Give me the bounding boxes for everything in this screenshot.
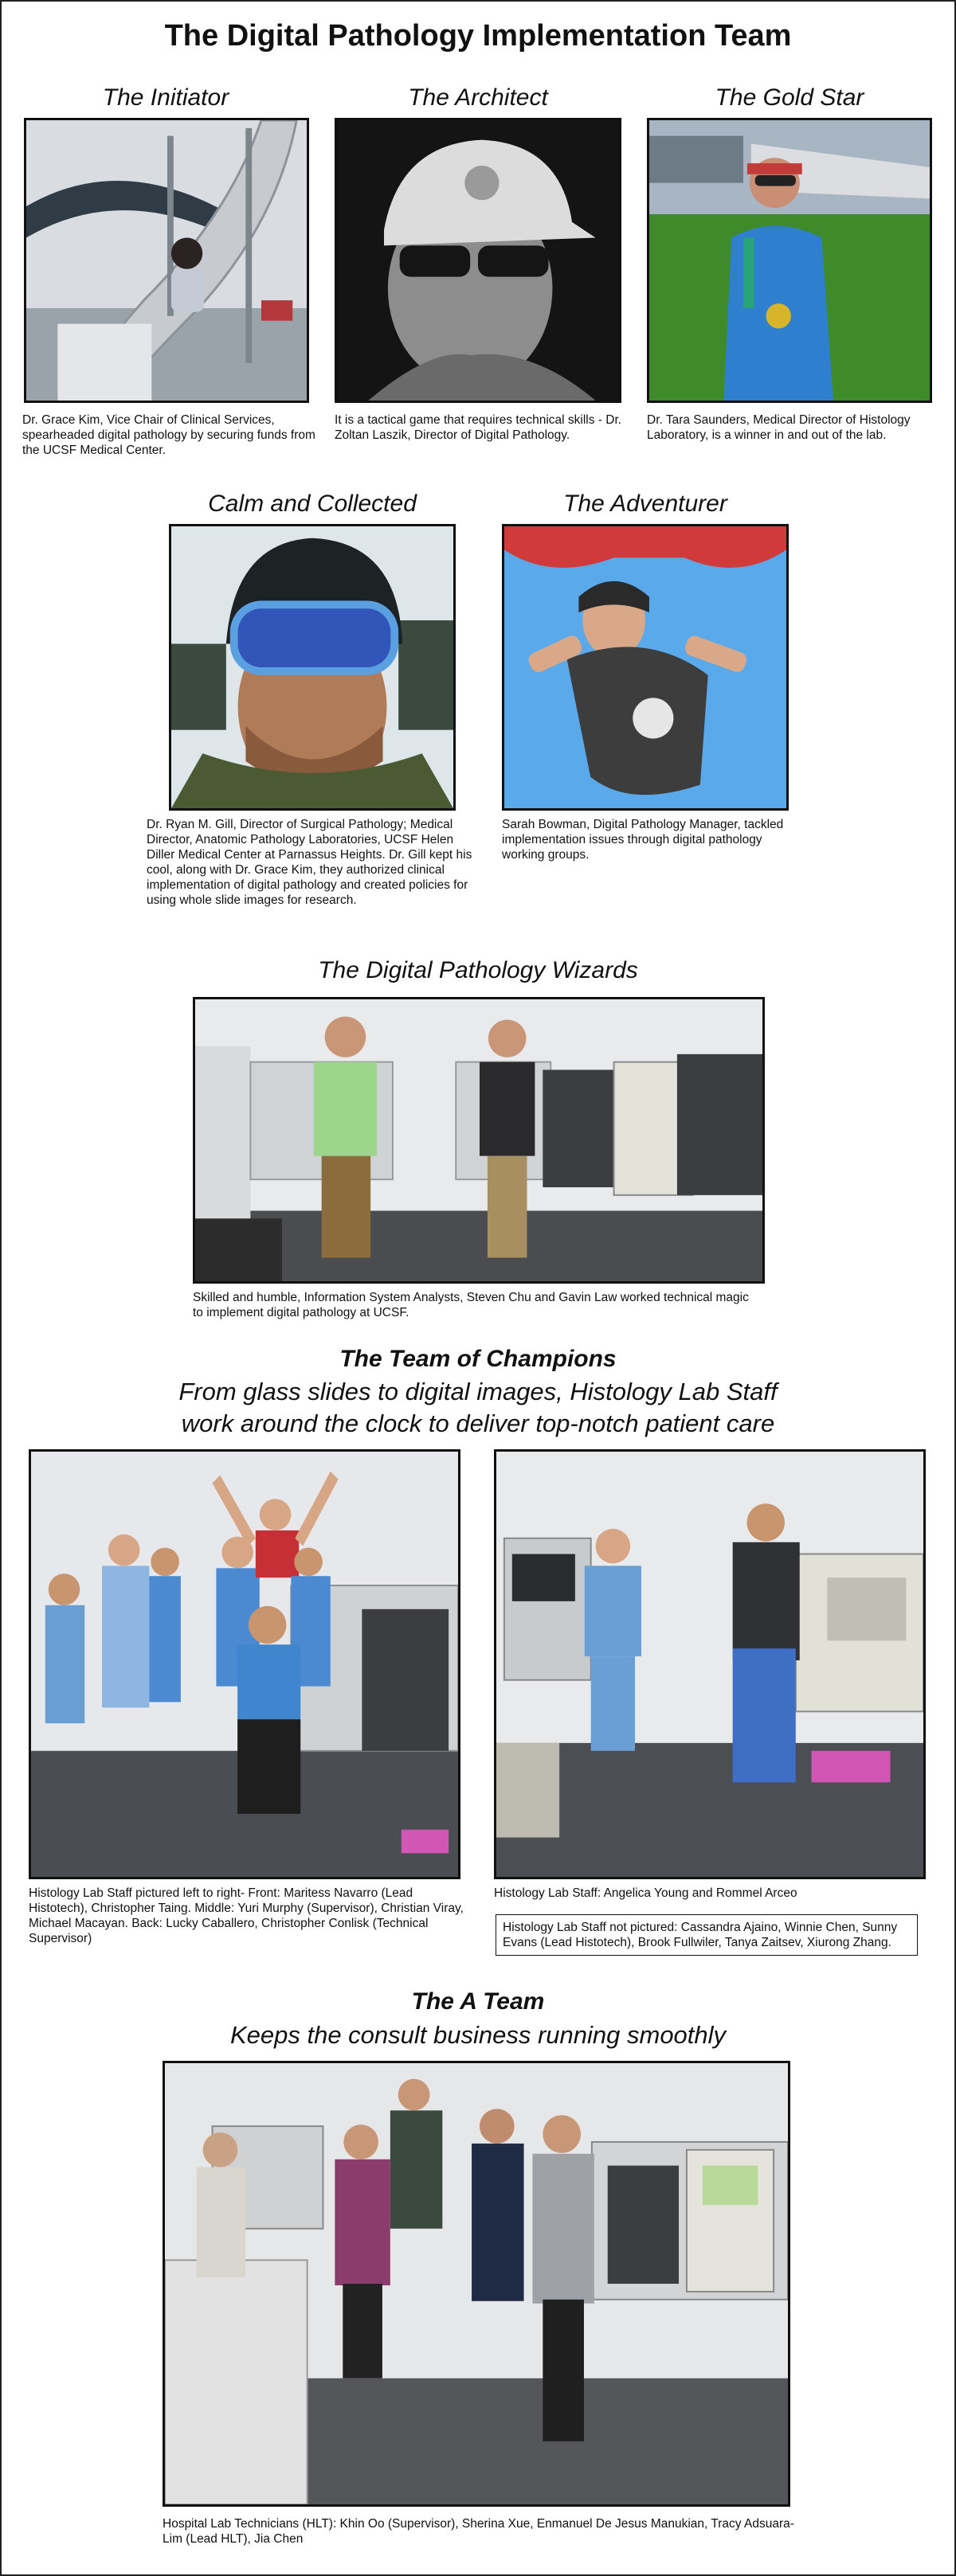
role-calm-and-collected: Calm and Collected (208, 491, 417, 517)
skydiver-photo (502, 524, 789, 811)
page-title: The Digital Pathology Implementation Team (164, 19, 792, 53)
wizards-caption: Skilled and humble, Information System Analysts, Steven Chu and Gavin Law worked technical magic to implement digital pathology at UCSF. (193, 1291, 749, 1319)
role-adventurer: The Adventurer (563, 491, 727, 517)
man-in-cap-photo (335, 118, 621, 403)
architect-caption: It is a tactical game that requires technical skills - Dr. Zoltan Laszik, Director of Digital Pathology. (335, 413, 622, 442)
not-pictured-box: Histology Lab Staff not pictured: Cassandra Ajaino, Winnie Chen, Sunny Evans (Lead Histotech), Brook Fullwiler, Tanya Zaitsev, Xiurong Zhang. (496, 1914, 918, 1956)
calm-caption: Dr. Ryan M. Gill, Director of Surgical Pathology; Medical Director, Anatomic Pathology Laboratories, UCSF Helen Diller Medical Center at Parnassus Heights. Dr. Gill kept his cool, along with Dr. Grace Kim, they authorized clinical implementation of digital pathology and created policies for using whole slide images for research. (147, 818, 472, 907)
two-staff-lab-photo (494, 1449, 926, 1879)
ateam-caption: Hospital Lab Technicians (HLT): Khin Oo (Supervisor), Sherina Xue, Enmanuel De Jesus Manukian, Tracy Adsuara-Lim (Lead HLT), Jia Chen (163, 2517, 794, 2546)
role-wizards: The Digital Pathology Wizards (318, 957, 638, 983)
role-initiator: The Initiator (102, 84, 229, 111)
champions-right-caption: Histology Lab Staff: Angelica Young and Rommel Arceo (494, 1886, 797, 1900)
person-on-slide-photo (24, 118, 309, 403)
role-gold-star: The Gold Star (715, 84, 864, 111)
ateam-heading: The A Team (411, 1988, 545, 2015)
initiator-caption: Dr. Grace Kim, Vice Chair of Clinical Services, spearheaded digital pathology by securing funds from the UCSF Medical Center. (22, 413, 315, 457)
skier-with-goggles-photo (169, 524, 456, 811)
champions-subtitle-line1: From glass slides to digital images, Histology Lab Staff (178, 1378, 778, 1405)
histology-staff-group-photo (29, 1449, 460, 1879)
ateam-subtitle: Keeps the consult business running smoothly (229, 2021, 727, 2049)
analysts-with-scanners-photo (193, 997, 765, 1284)
champions-subtitle-line2: work around the clock to deliver top-notch patient care (181, 1409, 775, 1437)
lab-technicians-group-photo (163, 2061, 790, 2507)
runner-with-medal-photo (647, 118, 932, 403)
adventurer-caption: Sarah Bowman, Digital Pathology Manager, tackled implementation issues through digital pathology working groups. (502, 818, 784, 862)
role-architect: The Architect (408, 84, 548, 111)
champions-left-caption: Histology Lab Staff pictured left to right- Front: Maritess Navarro (Lead Histotech), Christopher Taing. Middle: Yuri Murphy (Supervisor), Christian Viray, Michael Macayan. Back: Lucky Caballero, Christopher Conlisk (Technical Supervisor) (29, 1886, 464, 1945)
gold-star-caption: Dr. Tara Saunders, Medical Director of Histology Laboratory, is a winner in and out of the lab. (647, 413, 911, 442)
champions-heading: The Team of Champions (339, 1346, 617, 1372)
